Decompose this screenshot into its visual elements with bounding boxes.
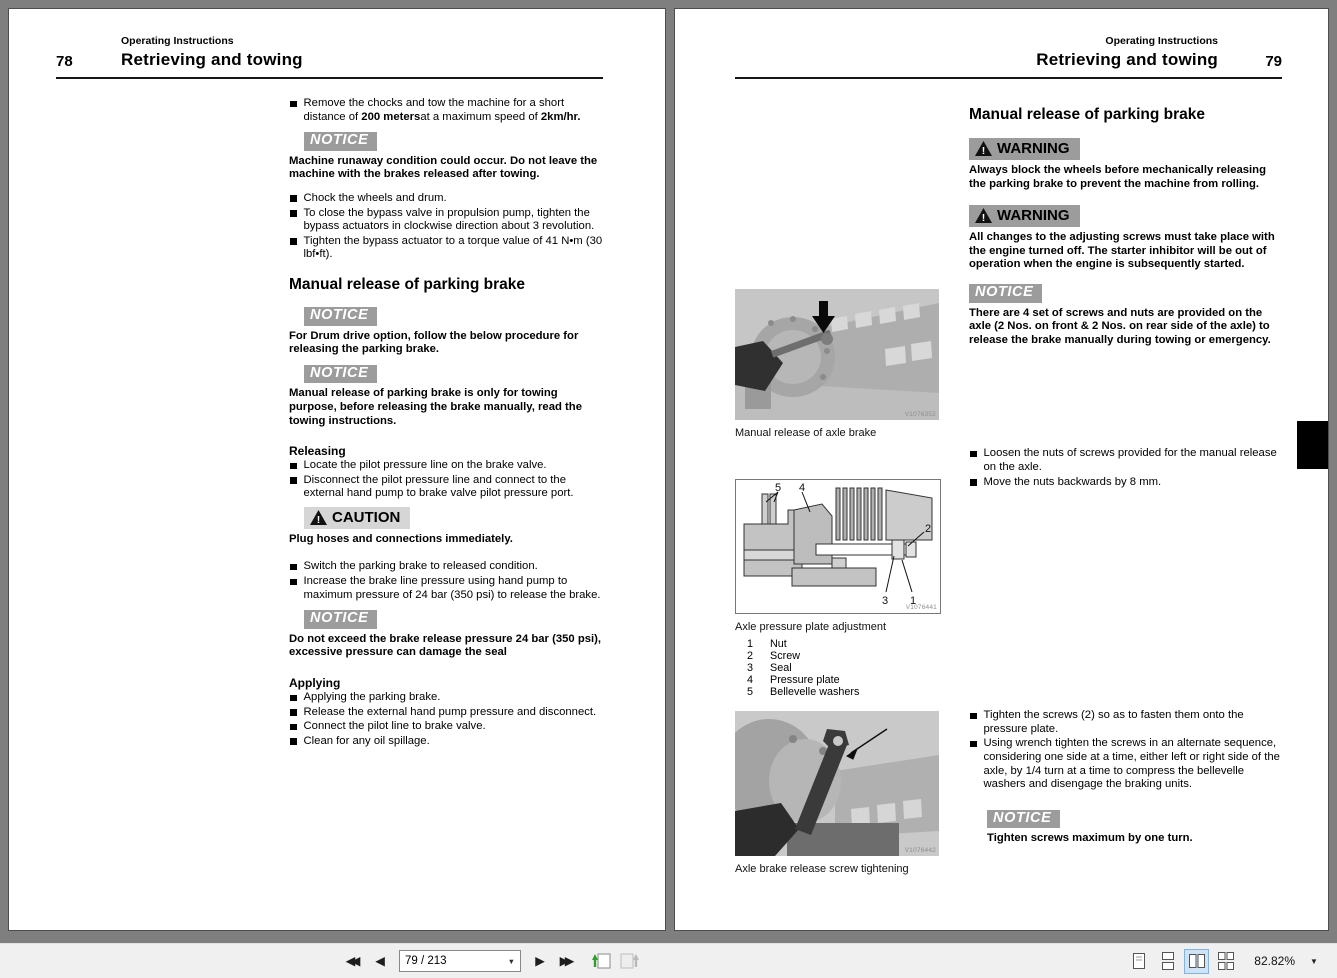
page-number-combobox[interactable] (399, 950, 521, 972)
list-item: Clean for any oil spillage. (289, 735, 607, 749)
legend-item: 1 Nut (747, 638, 787, 650)
intro-speed: 2km/hr. (540, 110, 581, 123)
notice-text: Manual release of parking brake is only for towing purpose, before releasing the brake manually, read the towing instructions. (289, 387, 582, 427)
notice-badge: NOTICE (304, 610, 377, 629)
bullet-square-icon (290, 709, 297, 716)
header-eyebrow: Operating Instructions (121, 35, 234, 47)
svg-text:1: 1 (909, 595, 917, 607)
image-watermark: V1076441 (905, 604, 937, 611)
chevron-down-icon: ▼ (1310, 956, 1318, 966)
list-item: Move the nuts backwards by 8 mm. (969, 476, 1285, 490)
list-item: Chock the wheels and drum. (289, 192, 607, 206)
page-number: 79 (1265, 53, 1282, 70)
warning-triangle-icon (975, 208, 992, 223)
page-header (56, 35, 603, 79)
notice-text: Machine runaway condition could occur. Do not leave the machine with the brakes released after towing. (289, 154, 598, 181)
svg-text:4: 4 (798, 482, 806, 494)
next-view-button[interactable] (617, 948, 641, 974)
notice-badge: NOTICE (304, 365, 377, 384)
section-title: Manual release of parking brake (289, 275, 526, 293)
figure-caption: Axle pressure plate adjustment (735, 621, 887, 633)
releasing-heading: Releasing (289, 444, 346, 459)
notice-badge: NOTICE (304, 307, 377, 326)
list-item: Tighten the bypass actuator to a torque value of 41 N•m (30 lbf•ft). (289, 235, 607, 262)
notice-text: Do not exceed the brake release pressure 24 bar (350 psi), excessive pressure can damage the seal (289, 632, 602, 659)
zoom-level-value: 82.82% (1254, 954, 1295, 968)
two-page-continuous-view-icon (1217, 952, 1235, 970)
previous-view-icon (592, 952, 612, 970)
notice-badge: NOTICE (987, 810, 1060, 829)
first-page-button[interactable] (341, 948, 365, 974)
list-item: To close the bypass valve in propulsion pump, tighten the bypass actuators in clockwise direction about 3 revolution. (289, 207, 607, 234)
two-page-view-button[interactable] (1184, 949, 1209, 974)
svg-text:2: 2 (924, 523, 932, 535)
next-page-button[interactable] (528, 948, 552, 974)
bullet-square-icon (970, 451, 977, 458)
axle-photo-illustration (735, 289, 939, 420)
bullet-square-icon (290, 101, 297, 108)
legend-item: 5 Bellevelle washers (747, 685, 860, 698)
svg-text:3: 3 (881, 595, 889, 607)
applying-heading: Applying (289, 676, 341, 691)
list-item: Switch the parking brake to released condition. (289, 560, 607, 574)
svg-text:5: 5 (774, 482, 782, 494)
header-title: Retrieving and towing (1036, 50, 1218, 69)
bullet-square-icon (290, 210, 297, 217)
warning-triangle-icon (310, 510, 327, 525)
figure-photo (735, 289, 939, 420)
continuous-view-button[interactable] (1155, 949, 1180, 974)
image-watermark: V1076442 (904, 847, 936, 854)
list-item: Tighten the screws (2) so as to fasten them onto the pressure plate. (969, 709, 1285, 736)
warning-text: All changes to the adjusting screws must take place with the engine turned off. The starter inhibitor will be out of operation when the engine is subsequently started. (969, 231, 1275, 271)
bullet-square-icon (290, 463, 297, 470)
notice-badge: NOTICE (304, 132, 377, 151)
figure-photo (735, 711, 939, 856)
notice-badge: NOTICE (969, 284, 1042, 303)
single-page-view-button[interactable] (1126, 949, 1151, 974)
list-item: Increase the brake line pressure using hand pump to maximum pressure of 24 bar (350 psi) to release the brake. (289, 575, 607, 602)
bullet-square-icon (290, 564, 297, 571)
last-page-icon: ▶▶ (559, 953, 570, 968)
svg-text:!: ! (981, 212, 986, 224)
single-page-view-icon (1131, 952, 1147, 970)
list-item: Loosen the nuts of screws provided for the manual release on the axle. (969, 447, 1285, 474)
bullet-square-icon (970, 741, 977, 748)
bullet-square-icon (290, 738, 297, 745)
bullet-square-icon (290, 477, 297, 484)
page-navigation-group (341, 944, 641, 978)
notice-text: Tighten screws maximum by one turn. (987, 832, 1193, 845)
zoom-menu-button[interactable] (1305, 948, 1323, 974)
list-item: Applying the parking brake. (289, 691, 607, 705)
figure-caption: Axle brake release screw tightening (735, 863, 909, 875)
bullet-square-icon (970, 479, 977, 486)
page-layout-group (1126, 944, 1323, 978)
legend-item: 4 Pressure plate (747, 673, 840, 686)
section-title: Manual release of parking brake (969, 106, 1206, 123)
bullet-square-icon (290, 724, 297, 731)
list-item: Connect the pilot line to brake valve. (289, 720, 607, 734)
page-number-value: 79 / 213 (405, 955, 447, 967)
next-page-icon: ▶ (535, 953, 545, 968)
right-page-text-column (969, 106, 1285, 846)
previous-page-button[interactable] (368, 948, 392, 974)
list-item: Locate the pilot pressure line on the brake valve. (289, 459, 607, 473)
previous-page-icon: ◀ (375, 953, 385, 968)
warning-text: Always block the wheels before mechanically releasing the parking brake to prevent the machine from rolling. (969, 164, 1266, 190)
warning-badge: ! WARNING (969, 205, 1080, 227)
list-item (289, 97, 607, 124)
section-thumb-marker (1297, 421, 1328, 469)
header-eyebrow: Operating Instructions (1105, 35, 1218, 47)
bullet-square-icon (290, 579, 297, 586)
caution-text: Plug hoses and connections immediately. (289, 532, 513, 545)
figure-axle-brake-release (735, 289, 939, 440)
figure-screw-tightening (735, 711, 939, 876)
bullet-square-icon (290, 195, 297, 202)
continuous-view-icon (1160, 952, 1176, 970)
next-view-icon (619, 952, 639, 970)
svg-text:!: ! (981, 145, 986, 156)
list-item: Release the external hand pump pressure and disconnect. (289, 706, 607, 720)
chevron-down-icon: ▼ (507, 956, 515, 966)
first-page-icon: ◀◀ (345, 953, 356, 968)
bullet-square-icon (290, 695, 297, 702)
figure-caption: Manual release of axle brake (735, 427, 877, 439)
svg-text:!: ! (316, 513, 321, 525)
document-page-79 (674, 8, 1329, 931)
legend-item: 3 Seal (747, 661, 792, 674)
list-item: Using wrench tighten the screws in an alternate sequence, considering one side at a time, either left or right side of the axle, by 1/4 turn at a time to compress the bellevelle washers and disengage the braking units. (969, 737, 1285, 791)
intro-text: Remove the chocks and tow the machine for a short distance of (303, 97, 565, 123)
warning-badge: ! WARNING (969, 138, 1080, 160)
bullet-square-icon (290, 238, 297, 245)
two-page-view-icon (1188, 952, 1206, 970)
viewer-toolbar (0, 943, 1337, 978)
left-page-text-column (289, 97, 607, 749)
page-header (735, 35, 1282, 79)
document-page-78 (8, 8, 666, 931)
cross-section-illustration (736, 480, 938, 611)
page-number: 78 (56, 53, 73, 70)
figure-pressure-plate-diagram (735, 479, 939, 699)
warning-triangle-icon (975, 141, 992, 156)
intro-mid: at a maximum speed of (420, 110, 541, 123)
previous-view-button[interactable] (590, 948, 614, 974)
notice-text: For Drum drive option, follow the below procedure for releasing the parking brake. (289, 329, 579, 356)
bullet-square-icon (970, 713, 977, 720)
notice-text: There are 4 set of screws and nuts are provided on the axle (2 Nos. on front & 2 Nos. on rear side of the axle) to release the brake manually during towing or emergency. (969, 306, 1271, 346)
two-page-continuous-view-button[interactable] (1213, 949, 1238, 974)
wrench-photo-illustration (735, 711, 939, 856)
header-title: Retrieving and towing (121, 50, 303, 69)
caution-badge: ! CAUTION (304, 507, 410, 529)
list-item: Disconnect the pilot pressure line and connect to the external hand pump to brake valve pilot pressure port. (289, 474, 607, 501)
intro-distance: 200 meters (361, 110, 421, 123)
figure-diagram (735, 479, 941, 614)
image-watermark: V1076352 (904, 411, 936, 418)
figure-legend (735, 639, 939, 699)
legend-item: 2 Screw (747, 649, 800, 662)
last-page-button[interactable] (555, 948, 579, 974)
